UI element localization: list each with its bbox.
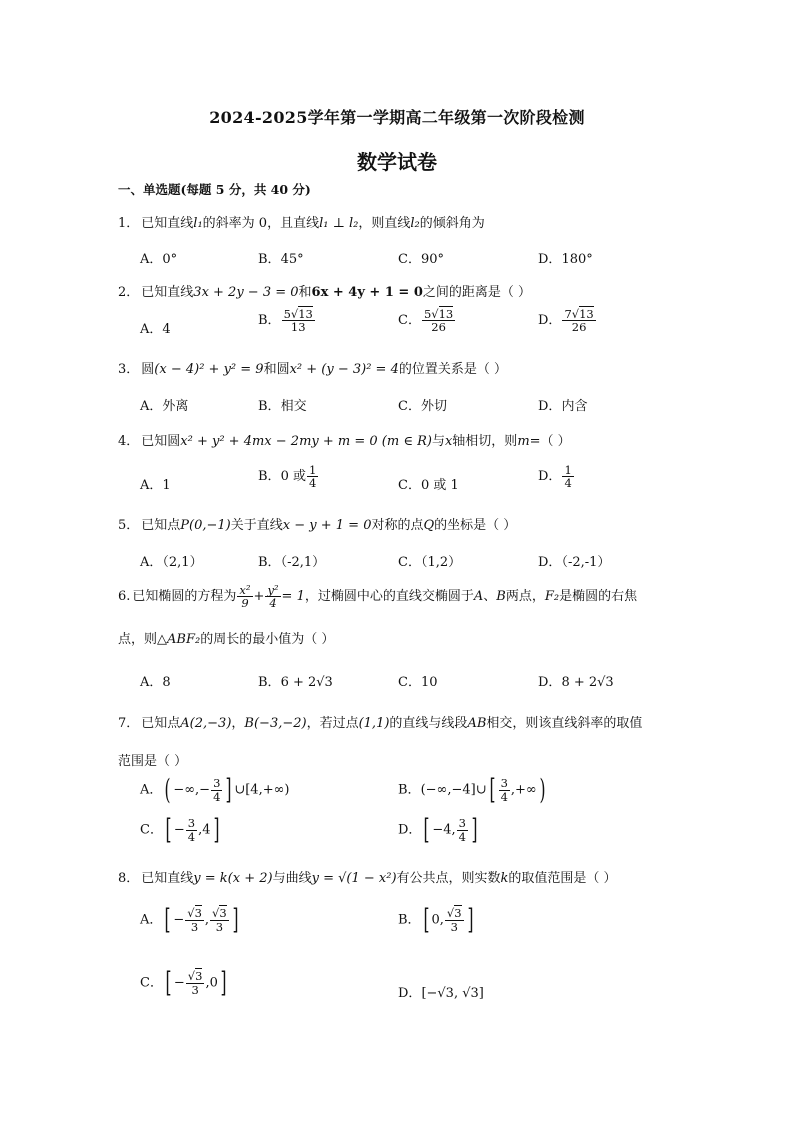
- question-1: 1． 已知直线l₁的斜率为 0，且直线l₁ ⊥ l₂，则直线l₂的倾斜角为: [118, 216, 485, 231]
- q2-option-c: C． $\frac{5√13}{26}$: [398, 307, 454, 335]
- q1-option-a: A．0°: [140, 252, 178, 267]
- q7-option-a: A．( −∞,− $\frac{3}{4}$ ] ∪[4,+∞): [140, 773, 290, 806]
- q1-option-d: D．180°: [538, 252, 593, 267]
- question-5: 5． 已知点P(0,−1)关于直线x − y + 1 = 0对称的点Q的坐标是（ ）: [118, 518, 517, 533]
- q4-option-d: D． $\frac{1}{4}$: [538, 463, 572, 491]
- question-4: 4． 已知圆x² + y² + 4mx − 2my + m = 0 (m ∈ R)与x轴相切，则m=（ ）: [118, 434, 571, 449]
- q8-option-a: A．[ − $\frac{√3}{3}$ , $\frac{√3}{3}$ ]: [140, 903, 239, 936]
- q8-option-d: D．[−√3, √3]: [398, 986, 484, 1001]
- question-7-line2: 范围是（ ）: [118, 754, 188, 769]
- q2-option-d: D． $\frac{7√13}{26}$: [538, 307, 594, 335]
- q6-option-c: C．10: [398, 675, 438, 690]
- q5-option-b: B．（-2,1）: [258, 555, 326, 570]
- section-heading: 一、单选题(每题 5 分，共 40 分): [118, 182, 311, 197]
- q6-option-b: B．6 + 2√3: [258, 675, 333, 690]
- q1-option-c: C．90°: [398, 252, 444, 267]
- question-7: 7． 已知点A(2,−3)，B(−3,−2)，若过点(1,1)的直线与线段AB相交，则该直线斜率的取值: [118, 716, 643, 731]
- q7-option-d: D．[ −4, $\frac{3}{4}$ ]: [398, 813, 478, 846]
- page-title: 2024-2025学年第一学期高二年级第一次阶段检测: [209, 108, 585, 127]
- q6-option-d: D．8 + 2√3: [538, 675, 614, 690]
- q5-option-d: D．（-2,-1）: [538, 555, 611, 570]
- question-3: 3． 圆(x − 4)² + y² = 9和圆x² + (y − 3)² = 4的位置关系是（ ）: [118, 362, 507, 377]
- q4-option-a: A．1: [140, 478, 171, 493]
- q3-option-d: D．内含: [538, 399, 588, 414]
- q8-option-b: B．[ 0, $\frac{√3}{3}$ ]: [398, 903, 474, 936]
- q3-option-a: A．外离: [140, 399, 189, 414]
- question-6: 6. 已知椭圆的方程为 $\frac{\text{x²}}{9}$ + $\frac{\text{y²}}{4}$ = 1，过椭圆中心的直线交椭圆于A、B两点，F₂是椭圆的右焦: [118, 583, 638, 611]
- q5-option-c: C．（1,2）: [398, 555, 462, 570]
- q1-option-b: B．45°: [258, 252, 304, 267]
- question-8: 8． 已知直线y = k(x + 2)与曲线y = √(1 − x²)有公共点，则实数k的取值范围是（ ）: [118, 871, 617, 886]
- q4-option-c: C．0 或 1: [398, 478, 459, 493]
- q3-option-b: B．相交: [258, 399, 307, 414]
- page-subtitle: 数学试卷: [357, 150, 437, 174]
- q3-option-c: C．外切: [398, 399, 447, 414]
- q5-option-a: A．（2,1）: [140, 555, 203, 570]
- q8-option-c: C．[ − $\frac{√3}{3}$ ,0]: [140, 966, 227, 999]
- question-6-line2: 点，则△ABF₂的周长的最小值为（ ）: [118, 632, 335, 647]
- question-2: 2． 已知直线3x + 2y − 3 = 0和6x + 4y + 1 = 0之间的距离是（ ）: [118, 285, 532, 300]
- q2-option-a: A．4: [140, 322, 171, 337]
- q7-option-b: B．(−∞,−4]∪[ $\frac{3}{4}$ ,+∞): [398, 773, 546, 806]
- q2-option-b: B． $\frac{5√13}{13}$: [258, 307, 313, 335]
- q4-option-b: B．0 或 $\frac{1}{4}$: [258, 463, 317, 491]
- q7-option-c: C．[ − $\frac{3}{4}$ ,4]: [140, 813, 220, 846]
- q6-option-a: A．8: [140, 675, 171, 690]
